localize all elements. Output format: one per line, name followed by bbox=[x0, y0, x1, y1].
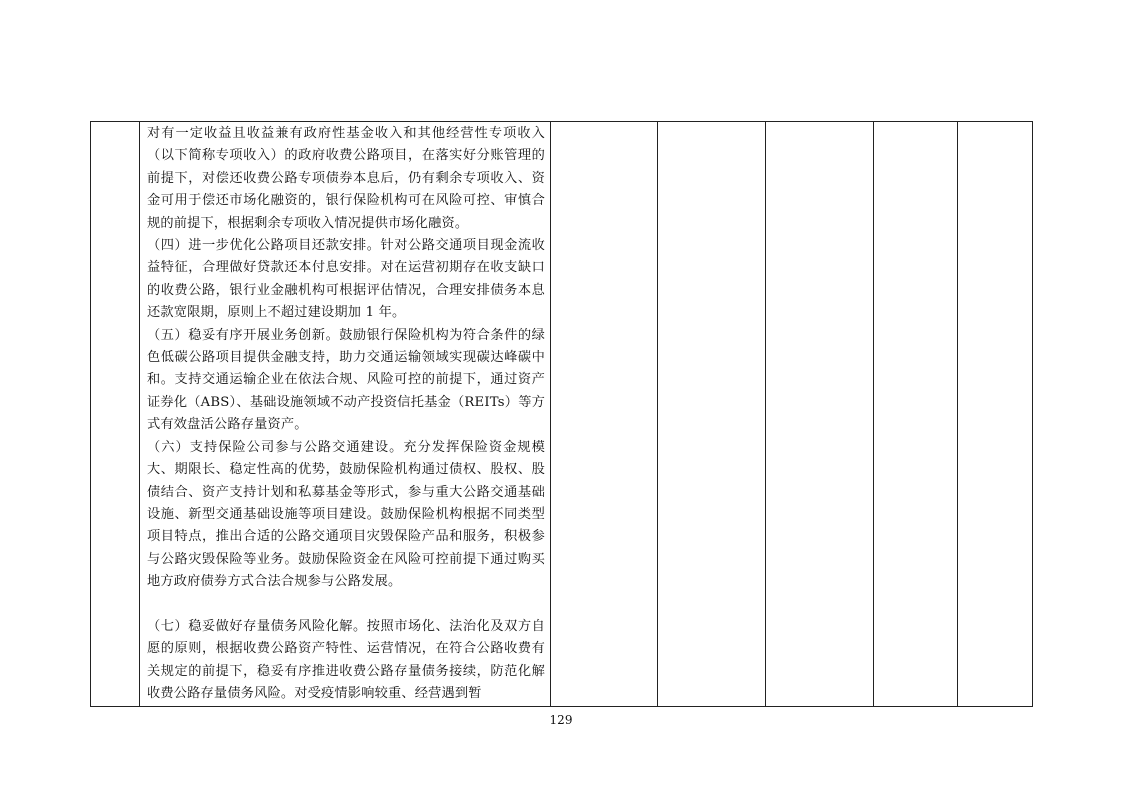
table-row bbox=[91, 122, 1033, 707]
table-cell-empty-3 bbox=[766, 122, 874, 707]
paragraph-1: 对有一定收益且收益兼有政府性基金收入和其他经营性专项收入（以下简称专项收入）的政府收费公路项目，在落实好分账管理的前提下，对偿还收费公路专项债券本息后，仍有剩余专项收入、资金可用于偿还市场化融资的，银行保险机构可在风险可控、审慎合规的前提下，根据剩余专项收入情况提供市场化融资。 bbox=[147, 126, 545, 231]
paragraph-3: （五）稳妥有序开展业务创新。鼓励银行保险机构为符合条件的绿色低碳公路项目提供金融支持，助力交通运输领域实现碳达峰碳中和。支持交通运输企业在依法合规、风险可控的前提下，通过资产证券化（ABS）、基础设施领域不动产投资信托基金（REITs）等方式有效盘活公路存量资产。 bbox=[147, 327, 545, 433]
table-cell-empty-1 bbox=[551, 122, 658, 707]
page-number: 129 bbox=[549, 713, 573, 727]
content-text bbox=[140, 122, 550, 706]
table-cell-empty-2 bbox=[658, 122, 766, 707]
paragraph-5: （七）稳妥做好存量债务风险化解。按照市场化、法治化及双方自愿的原则，根据收费公路资产特性、运营情况，在符合公路收费有关规定的前提下，稳妥有序推进收费公路存量债务接续，防范化解收费公路存量债务风险。对受疫情影响较重、经营遇到暂 bbox=[147, 618, 545, 702]
table-cell-empty-4 bbox=[874, 122, 958, 707]
table-cell-index bbox=[91, 122, 140, 707]
paragraph-2: （四）进一步优化公路项目还款安排。针对公路交通项目现金流收益特征，合理做好贷款还本付息安排。对在运营初期存在收支缺口的收费公路，银行业金融机构可根据评估情况，合理安排债务本息还款宽限期，原则上不超过建设期加 1 年。 bbox=[147, 238, 545, 321]
table-cell-content bbox=[140, 122, 551, 707]
paragraph-gap bbox=[147, 594, 545, 616]
table-cell-empty-5 bbox=[958, 122, 1033, 707]
document-table bbox=[90, 121, 1033, 707]
paragraph-4: （六）支持保险公司参与公路交通建设。充分发挥保险资金规模大、期限长、稳定性高的优势，鼓励保险机构通过债权、股权、股债结合、资产支持计划和私募基金等形式，参与重大公路交通基础设施、新型交通基础设施等项目建设。鼓励保险机构根据不同类型项目特点，推出合适的公路交通项目灾毁保险产品和服务，积极参与公路灾毁保险等业务。鼓励保险资金在风险可控前提下通过购买地方政府债券方式合法合规参与公路发展。 bbox=[147, 439, 545, 590]
